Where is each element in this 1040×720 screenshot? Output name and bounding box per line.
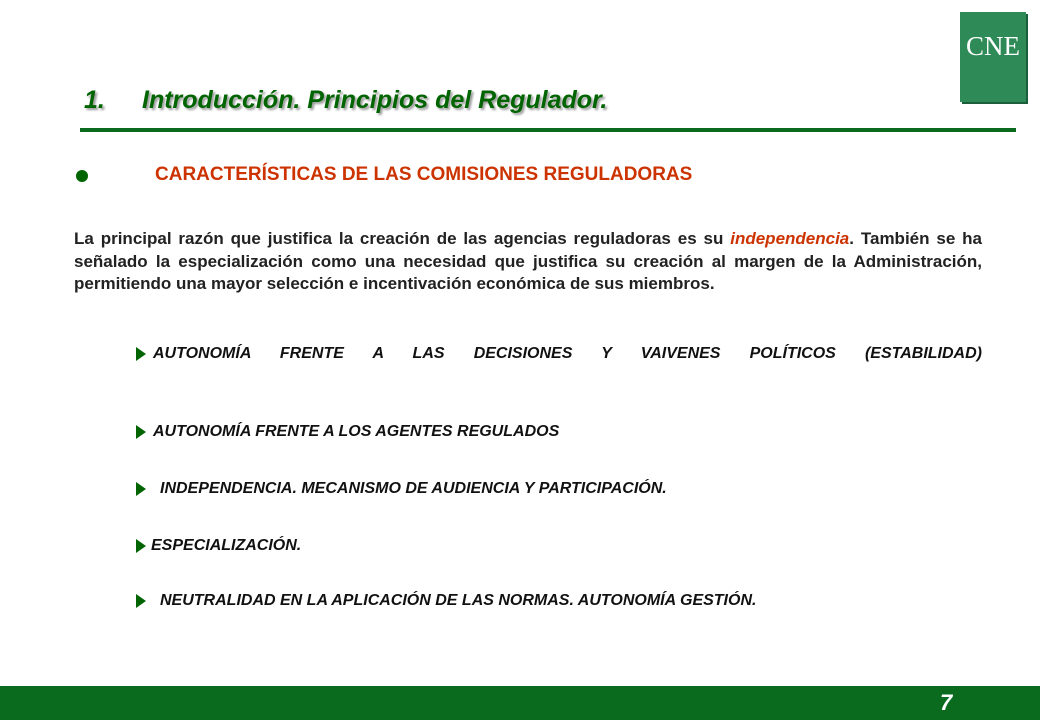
- list-item-label: AUTONOMÍA FRENTE A LAS DECISIONES Y VAIVENES POLÍTICOS (ESTABILIDAD): [153, 345, 982, 362]
- slide-title: [84, 86, 607, 115]
- list-item-specialization: [136, 535, 982, 557]
- intro-paragraph: [74, 228, 982, 296]
- title-number: 1.: [84, 86, 105, 114]
- list-item-label: INDEPENDENCIA. MECANISMO DE AUDIENCIA Y PARTICIPACIÓN.: [160, 480, 667, 497]
- arrow-bullet-icon: [136, 425, 146, 439]
- title-text: Introducción. Principios del Regulador.: [142, 86, 608, 114]
- list-item-label: NEUTRALIDAD EN LA APLICACIÓN DE LAS NORMAS. AUTONOMÍA GESTIÓN.: [160, 592, 757, 609]
- list-item-label: ESPECIALIZACIÓN.: [151, 537, 302, 554]
- arrow-bullet-icon: [136, 539, 146, 553]
- list-item-neutrality: [136, 590, 982, 612]
- arrow-bullet-icon: [136, 347, 146, 361]
- list-item-label: AUTONOMÍA FRENTE A LOS AGENTES REGULADOS: [153, 423, 560, 440]
- round-bullet-icon: [76, 170, 88, 182]
- page-number: 7: [940, 690, 953, 715]
- intro-text-start: La principal razón que justifica la creación de las agencias reguladoras es su: [74, 229, 731, 248]
- section-heading: CARACTERÍSTICAS DE LAS COMISIONES REGULADORAS: [155, 164, 693, 185]
- title-divider: [80, 128, 1016, 132]
- logo-text: CNE: [966, 30, 1020, 61]
- arrow-bullet-icon: [136, 482, 146, 496]
- cne-logo: [960, 12, 1026, 102]
- footer-bar: [0, 686, 1040, 720]
- arrow-bullet-icon: [136, 594, 146, 608]
- intro-text-end: . También se ha señalado la especialización como una necesidad que justifica su creación al margen de la Administración, permitiendo una mayor selección e incentivación económica de sus miembros.: [74, 229, 982, 293]
- list-item-independence: [136, 478, 982, 500]
- intro-highlight: independencia: [730, 229, 850, 248]
- list-item-autonomy-agents: [136, 421, 982, 443]
- list-item-autonomy-political: [136, 343, 982, 365]
